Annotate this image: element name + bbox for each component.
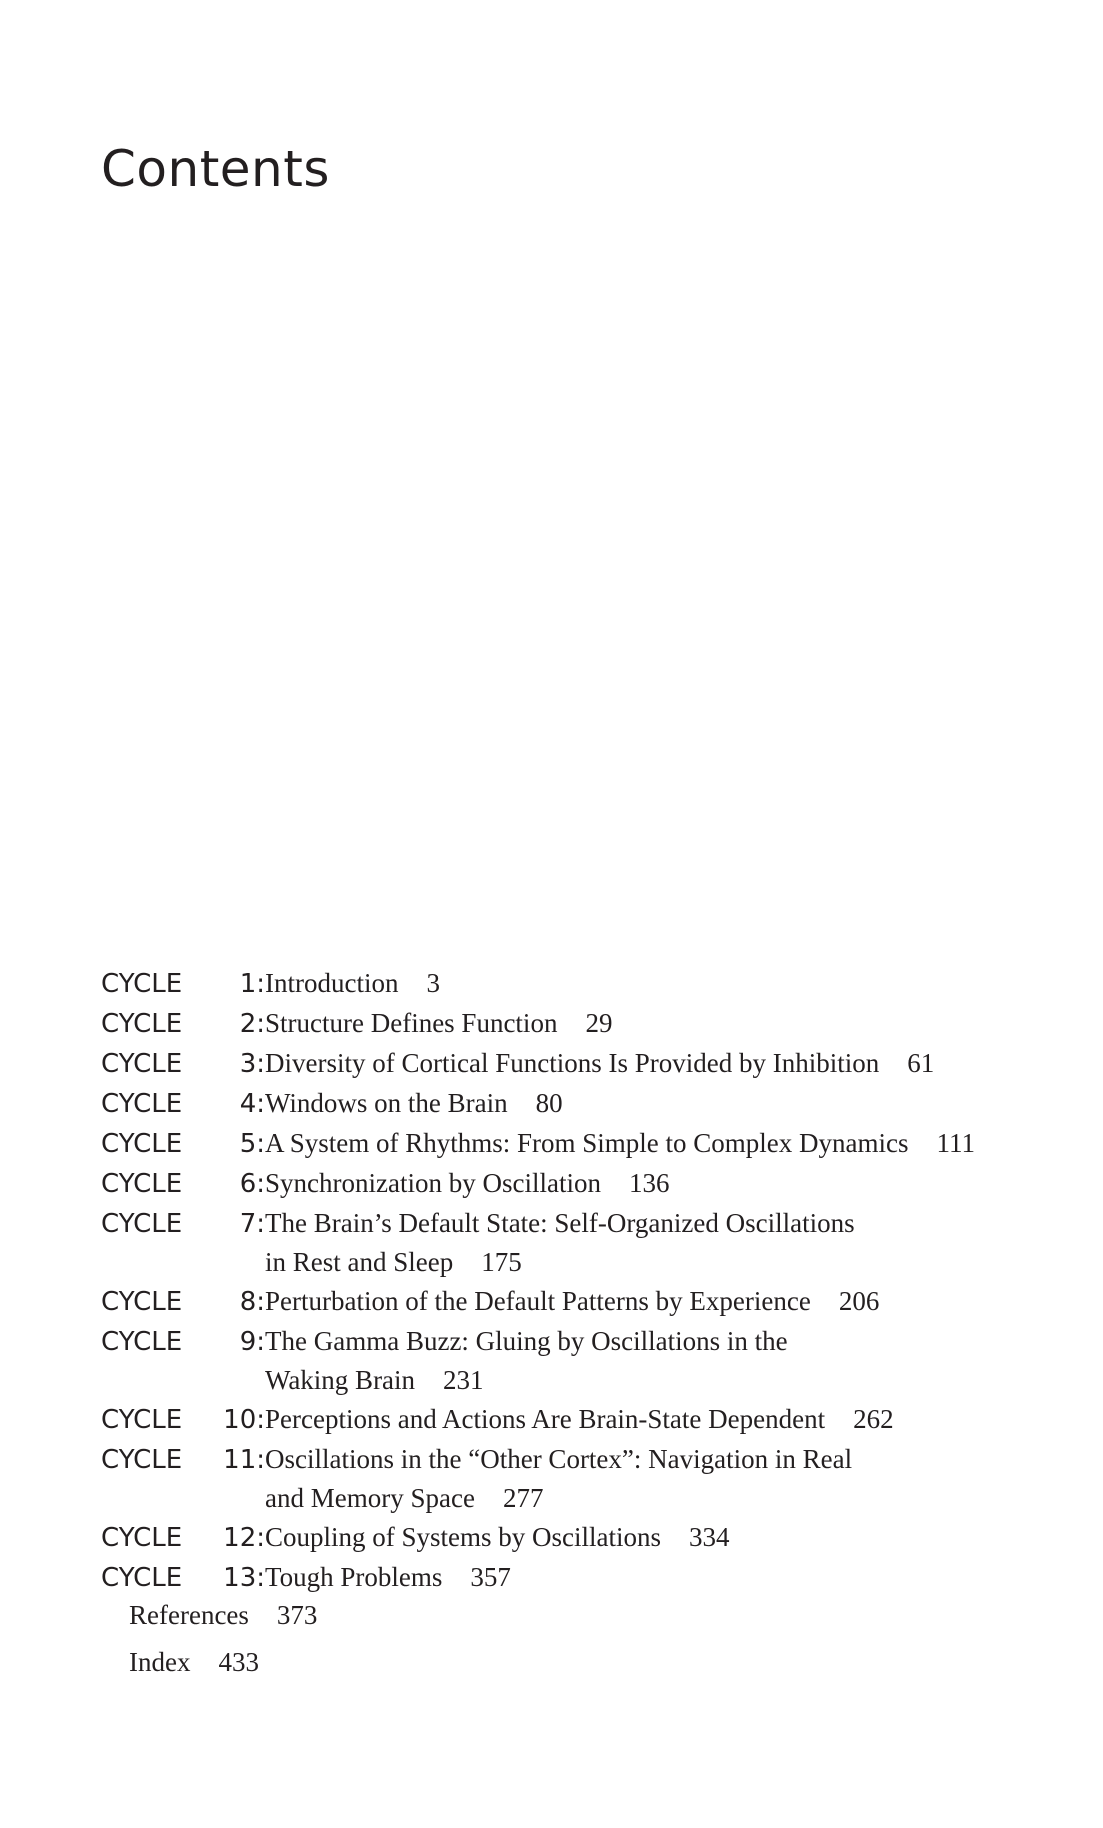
chapter-title-block <box>265 1004 612 1043</box>
page-number: 357 <box>470 1562 511 1592</box>
chapter-title-line <box>265 964 440 1003</box>
cycle-label <box>101 1125 265 1164</box>
cycle-number: 13: <box>223 1563 265 1593</box>
chapter-title-block <box>265 1282 879 1321</box>
cycle-number: 9: <box>239 1327 265 1357</box>
chapter-title-block <box>265 1518 730 1557</box>
chapter-title-block <box>265 1400 894 1439</box>
cycle-label <box>101 1205 265 1244</box>
chapter-title-block <box>265 964 440 1003</box>
cycle-label <box>101 1005 265 1044</box>
toc-entry[interactable] <box>101 1400 1101 1440</box>
cycle-label <box>101 1283 265 1322</box>
toc-entry[interactable] <box>101 1282 1101 1322</box>
page-number: 334 <box>689 1522 730 1552</box>
backmatter-list <box>129 1592 317 1686</box>
cycle-label <box>101 1519 265 1558</box>
chapter-title-line <box>265 1084 563 1123</box>
cycle-word: CYCLE <box>101 1169 183 1199</box>
cycle-label <box>101 1401 265 1440</box>
chapter-title-text: Windows on the Brain <box>265 1088 508 1118</box>
chapter-title-line <box>265 1322 788 1361</box>
cycle-word: CYCLE <box>101 1049 183 1079</box>
chapter-title-line <box>265 1518 730 1557</box>
cycle-number: 2: <box>239 1009 265 1039</box>
cycle-word: CYCLE <box>101 1009 183 1039</box>
cycle-number: 6: <box>239 1169 265 1199</box>
chapter-title-block <box>265 1440 852 1518</box>
toc-entry[interactable] <box>101 1124 1101 1164</box>
cycle-word: CYCLE <box>101 1445 183 1475</box>
cycle-word: CYCLE <box>101 1089 183 1119</box>
page-number: 80 <box>535 1088 563 1118</box>
toc-entry[interactable] <box>101 1440 1101 1518</box>
chapter-title-block <box>265 1084 563 1123</box>
chapter-title-text: Perceptions and Actions Are Brain-State Dependent <box>265 1404 826 1434</box>
chapter-title-text: Structure Defines Function <box>265 1008 558 1038</box>
page-number: 111 <box>936 1128 976 1158</box>
cycle-word: CYCLE <box>101 969 183 999</box>
table-of-contents <box>101 964 1101 1598</box>
cycle-number: 3: <box>239 1049 265 1079</box>
cycle-word: CYCLE <box>101 1405 183 1435</box>
cycle-label <box>101 1323 265 1362</box>
cycle-word: CYCLE <box>101 1209 183 1239</box>
cycle-word: CYCLE <box>101 1287 183 1317</box>
cycle-label <box>101 1441 265 1480</box>
page-number: 231 <box>443 1365 484 1395</box>
cycle-word: CYCLE <box>101 1327 183 1357</box>
toc-entry[interactable] <box>101 1164 1101 1204</box>
chapter-title-line <box>265 1164 669 1203</box>
cycle-word: CYCLE <box>101 1129 183 1159</box>
toc-entry[interactable] <box>101 1204 1101 1282</box>
page-number: 206 <box>838 1286 880 1316</box>
backmatter-label: References <box>129 1600 249 1630</box>
toc-entry[interactable] <box>101 1322 1101 1400</box>
cycle-number: 8: <box>239 1287 265 1317</box>
page-title: Contents <box>101 140 330 198</box>
page-number: 175 <box>481 1247 522 1277</box>
backmatter-label: Index <box>129 1647 191 1677</box>
chapter-title-text: Perturbation of the Default Patterns by Experience <box>265 1286 811 1316</box>
chapter-title-line <box>265 1044 934 1083</box>
chapter-title-line <box>265 1479 852 1518</box>
cycle-number: 4: <box>239 1089 265 1119</box>
chapter-title-text: Coupling of Systems by Oscillations <box>265 1522 662 1552</box>
cycle-label <box>101 965 265 1004</box>
page-number: 277 <box>502 1483 544 1513</box>
chapter-title-block <box>265 1124 975 1163</box>
backmatter-entry[interactable] <box>129 1592 317 1639</box>
cycle-number: 11: <box>223 1445 265 1475</box>
chapter-title-text: Tough Problems <box>265 1562 443 1592</box>
page-number: 373 <box>276 1600 318 1630</box>
cycle-number: 1: <box>239 969 265 999</box>
toc-entry[interactable] <box>101 1004 1101 1044</box>
cycle-word: CYCLE <box>101 1523 183 1553</box>
chapter-title-line <box>265 1361 788 1400</box>
page-number: 433 <box>218 1647 259 1677</box>
backmatter-entry[interactable] <box>129 1639 317 1686</box>
chapter-title-text: Oscillations in the “Other Cortex”: Navigation in Real <box>265 1444 853 1474</box>
chapter-title-text: A System of Rhythms: From Simple to Complex Dynamics <box>265 1128 909 1158</box>
chapter-title-text: The Brain’s Default State: Self-Organized Oscillations <box>265 1208 855 1238</box>
cycle-label <box>101 1045 265 1084</box>
cycle-label <box>101 1085 265 1124</box>
page-number: 29 <box>585 1008 613 1038</box>
page-number: 3 <box>426 968 440 998</box>
cycle-number: 7: <box>239 1209 265 1239</box>
chapter-title-line <box>265 1124 975 1163</box>
chapter-title-block <box>265 1044 934 1083</box>
chapter-title-line <box>265 1204 855 1243</box>
chapter-title-text: Waking Brain <box>265 1365 416 1395</box>
chapter-title-text: and Memory Space <box>265 1483 475 1513</box>
page-number: 136 <box>628 1168 670 1198</box>
cycle-number: 10: <box>223 1405 265 1435</box>
cycle-number: 5: <box>239 1129 265 1159</box>
cycle-number: 12: <box>223 1523 265 1553</box>
chapter-title-line <box>265 1282 879 1321</box>
chapter-title-block <box>265 1204 855 1282</box>
chapter-title-text: Introduction <box>265 968 399 998</box>
chapter-title-text: Synchronization by Oscillation <box>265 1168 601 1198</box>
chapter-title-line <box>265 1004 612 1043</box>
chapter-title-block <box>265 1322 788 1400</box>
toc-entry[interactable] <box>101 964 1101 1004</box>
toc-entry[interactable] <box>101 1084 1101 1124</box>
chapter-title-text: The Gamma Buzz: Gluing by Oscillations in the <box>265 1326 788 1356</box>
toc-entry[interactable] <box>101 1518 1101 1558</box>
page-number: 262 <box>853 1404 894 1434</box>
toc-entry[interactable] <box>101 1044 1101 1084</box>
cycle-word: CYCLE <box>101 1563 183 1593</box>
chapter-title-block <box>265 1164 669 1203</box>
chapter-title-text: Diversity of Cortical Functions Is Provided by Inhibition <box>265 1048 880 1078</box>
chapter-title-line <box>265 1400 894 1439</box>
chapter-title-line <box>265 1243 855 1282</box>
chapter-title-line <box>265 1440 852 1479</box>
cycle-label <box>101 1165 265 1204</box>
chapter-title-text: in Rest and Sleep <box>265 1247 454 1277</box>
page-number: 61 <box>907 1048 935 1078</box>
